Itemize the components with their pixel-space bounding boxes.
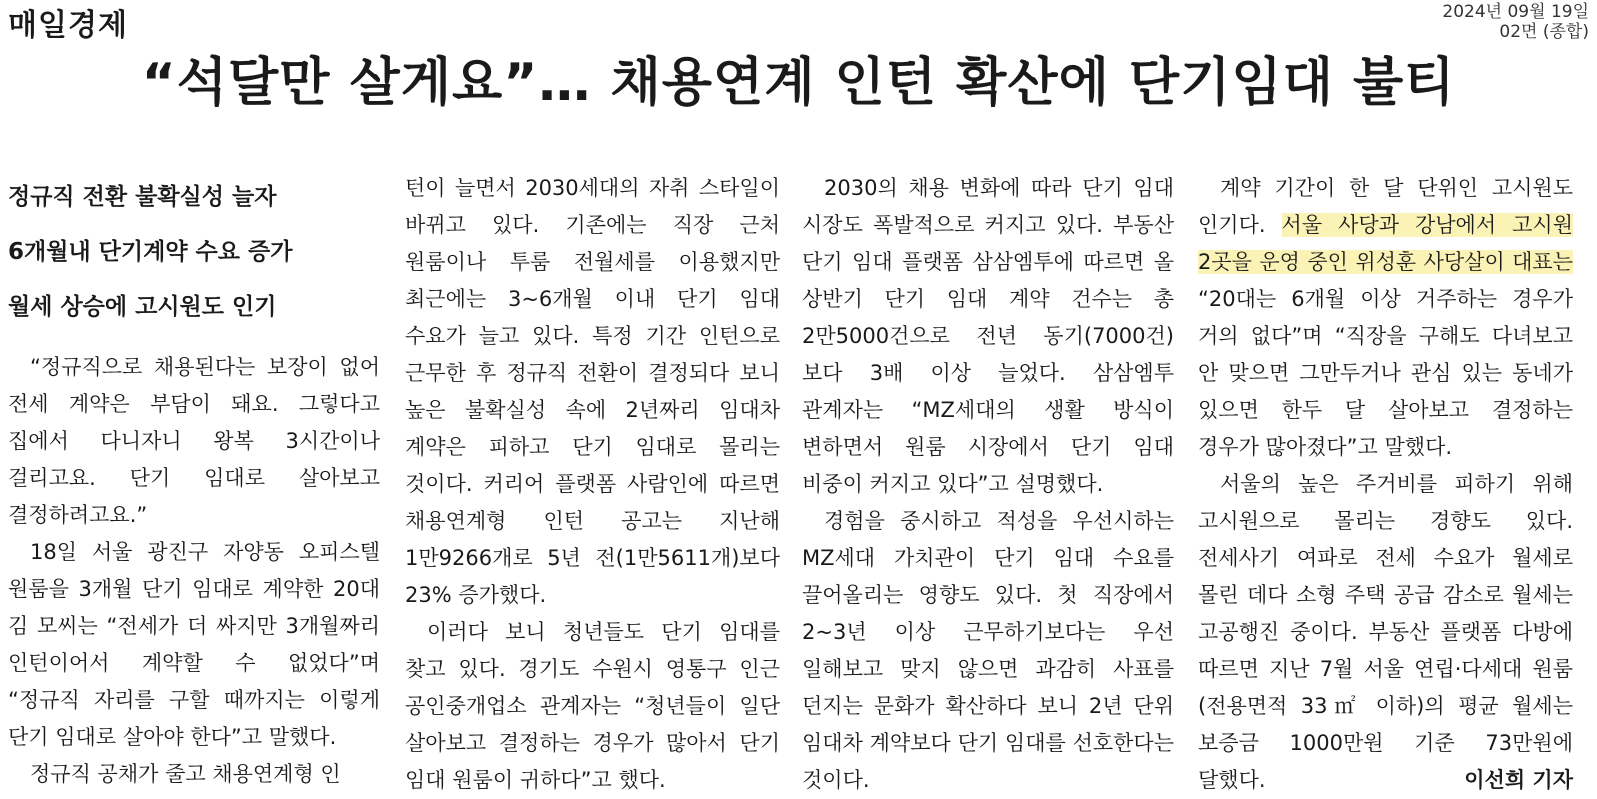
paragraph: 경험을 중시하고 적성을 우선시하는 MZ세대 가치관이 단기 임대 수요를 끌어올리는 영향도 있다. 첫 직장에서 2~3년 이상 근무하기보다는 우선 일해보고 맞지 않으면 과감히 사표를 던지는 문화가 확산하다 보니 2년 단위 임대차 계약보다 단기 임대를 선호한다는 것이다. — [802, 509, 1174, 792]
paragraph: 18일 서울 광진구 자양동 오피스텔 원룸을 3개월 단기 임대로 계약한 20대 김 모씨는 “전세가 더 싸지만 3개월짜리 인턴이어서 계약할 수 없었다”며 “정규직 자리를 구할 때까지는 이렇게 단기 임대로 살아야 한다”고 말했다. — [8, 540, 380, 749]
article-headline: “석달만 살게요”… 채용연계 인턴 확산에 단기임대 불티 — [141, 53, 1456, 113]
paragraph: 턴이 늘면서 2030세대의 자취 스타일이 바뀌고 있다. 기존에는 직장 근처 원룸이나 투룸 전월세를 이용했지만 최근에는 3~6개월 이내 단기 임대 수요가 늘고 있다. 특정 기간 인턴으로 근무한 후 정규직 전환이 결정되다 보니 높은 불확실성 속에 2년짜리 임대차 계약은 피하고 단기 임대로 몰리는 것이다. 커리어 플랫폼 사람인에 따르면 채용연계형 인턴 공고는 지난해 1만9266개로 5년 전(1만5611개)보다 23% 증가했다. — [405, 176, 780, 607]
paragraph-text: 계약 기간이 한 달 단위인 고시원도 인기다. — [1198, 176, 1573, 237]
paragraph: 서울의 높은 주거비를 피하기 위해 고시원으로 몰리는 경향도 있다. 전세사기 여파로 전세 수요가 월세로 몰린 데다 소형 주택 공급 감소로 월세는 고공행진 중이다. 부동산 플랫폼 다방에 따르면 지난 7월 서울 연립·다세대 원룸(전용면적 33㎡ 이하)의 평균 월세는 보증금 1000만원 기준 73만원에 달했다. — [1198, 472, 1573, 792]
article-column-3 — [802, 170, 1174, 799]
article-column-4 — [1198, 170, 1573, 799]
paragraph — [1198, 170, 1573, 466]
article-column-2 — [405, 170, 780, 799]
newspaper-masthead: 매일경제 — [8, 8, 128, 43]
subheadline-block — [8, 170, 380, 335]
publication-date: 2024년 09월 19일 — [1442, 2, 1589, 22]
paragraph: “정규직으로 채용된다는 보장이 없어 전세 계약은 부담이 돼요. 그렇다고 집에서 다니자니 왕복 3시간이나 걸리고요. 단기 임대로 살아보고 결정하려고요.” — [8, 355, 380, 527]
paragraph-text: “20대는 6개월 이상 거주하는 경우가 거의 없다”며 “직장을 구해도 다녀보고 안 맞으면 그만두거나 관심 있는 동네가 있으면 한두 달 살아보고 결정하는 경우가 많아졌다”고 말했다. — [1198, 287, 1573, 459]
dateline — [1442, 2, 1589, 42]
paragraph: 2030의 채용 변화에 따라 단기 임대 시장도 폭발적으로 커지고 있다. 부동산 단기 임대 플랫폼 삼삼엠투에 따르면 올 상반기 단기 임대 계약 건수는 총 2만5000건으로 전년 동기(7000건)보다 3배 이상 늘었다. 삼삼엠투 관계자는 “MZ세대의 생활 방식이 변하면서 원룸 시장에서 단기 임대 비중이 커지고 있다”고 설명했다. — [802, 176, 1174, 496]
highlighted-text: 서울 사당과 강남에서 고시원 2곳을 운영 중인 위성훈 사당살이 대표는 — [1198, 213, 1573, 274]
subheadline: 정규직 전환 불확실성 늘자 — [8, 184, 277, 210]
subheadline: 월세 상승에 고시원도 인기 — [8, 294, 277, 320]
article-column-1 — [8, 170, 380, 793]
byline: 이선희 기자 — [1464, 768, 1573, 792]
page-section: 02면 (종합) — [1499, 22, 1589, 42]
paragraph: 정규직 공채가 줄고 채용연계형 인 — [30, 762, 341, 786]
paragraph: 이러다 보니 청년들도 단기 임대를 찾고 있다. 경기도 수원시 영통구 인근 공인중개업소 관계자는 “청년들이 일단 살아보고 결정하는 경우가 많아서 단기 임대 원룸이 귀하다”고 했다. — [405, 620, 780, 792]
subheadline: 6개월내 단기계약 수요 증가 — [8, 239, 293, 265]
